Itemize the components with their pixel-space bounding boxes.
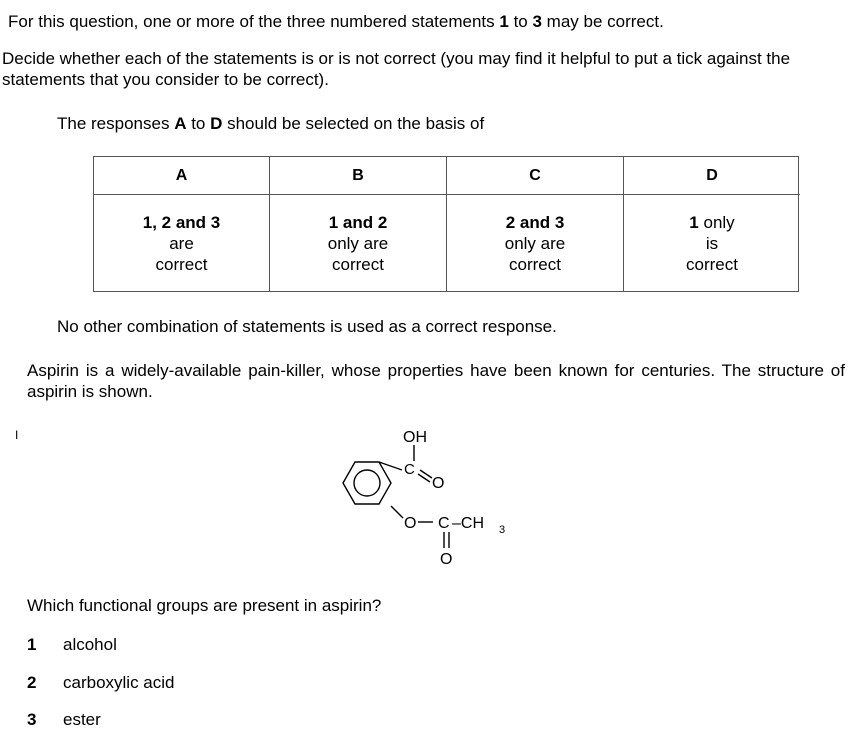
question-text: Which functional groups are present in aspirin?: [27, 596, 382, 615]
header-a: A: [94, 157, 270, 195]
cell-b: 1 and 2 only are correct: [270, 195, 447, 291]
header-d: D: [624, 157, 800, 195]
benzene-inner-circle: [354, 470, 380, 496]
benzene-ring: [343, 462, 391, 504]
carbonyl-o-label: O: [432, 475, 445, 492]
cell-a: 1, 2 and 3 are correct: [94, 195, 270, 291]
oh-label: OH: [403, 429, 427, 446]
ester-o-label: O: [404, 515, 417, 532]
methyl-subscript: 3: [499, 524, 506, 536]
margin-marker: I: [15, 428, 19, 442]
header-b: B: [270, 157, 447, 195]
no-other-note: No other combination of statements is used as a correct response.: [57, 317, 557, 336]
ester-carbonyl-o-label: O: [440, 551, 453, 568]
aspirin-intro: Aspirin is a widely-available pain-killer, whose properties have been known for centuries. The structure of aspirin is shown.: [27, 361, 845, 401]
option-2: 2 carboxylic acid: [27, 673, 175, 692]
carboxyl-c-label: C: [404, 461, 415, 478]
ester-c-label: C: [438, 515, 450, 532]
cell-c: 2 and 3 only are correct: [447, 195, 624, 291]
instruction-line: For this question, one or more of the three numbered statements 1 to 3 may be correct.: [8, 12, 664, 31]
cell-d: 1 only is correct: [686, 212, 738, 274]
option-3: 3 ester: [27, 710, 101, 729]
decide-paragraph: Decide whether each of the statements is or is not correct (you may find it helpful to put a tick against the statements that you consider to be correct).: [2, 49, 791, 89]
responses-line: The responses A to D should be selected on the basis of: [57, 114, 485, 133]
methyl-label: –CH: [452, 515, 485, 532]
option-1: 1 alcohol: [27, 635, 117, 654]
header-c: C: [447, 157, 624, 195]
